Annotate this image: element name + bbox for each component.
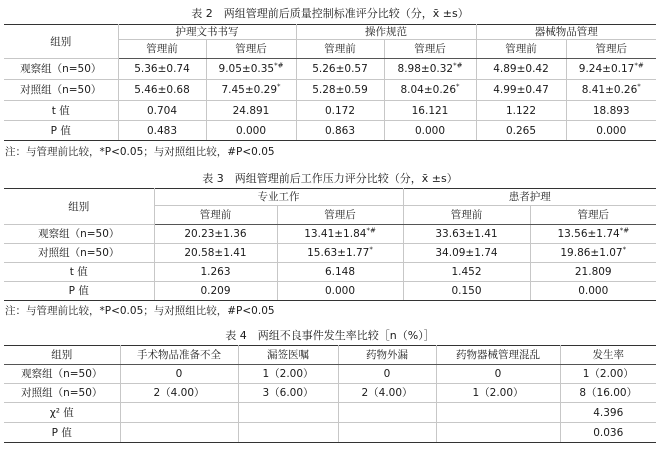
table3-note: 注：与管理前比较，*P<0.05；与对照组比较，#P<0.05 [5, 305, 275, 317]
table-row [4, 25, 656, 40]
cell: 0.150 [403, 282, 530, 301]
header-post: 管理后 [566, 40, 656, 59]
cell: 4.99±0.47 [476, 80, 566, 101]
header-professional-work: 专业工作 [154, 189, 403, 206]
cell: 5.26±0.57 [296, 59, 384, 80]
cell: 0 [436, 365, 560, 384]
row-label: 观察组（n=50） [4, 365, 120, 384]
cell: 0.265 [476, 121, 566, 141]
table-row [4, 80, 656, 101]
row-label: t 值 [4, 263, 154, 282]
cell: 24.891 [206, 101, 296, 121]
table-row [4, 263, 656, 282]
cell: 0 [120, 365, 238, 384]
table2 [4, 24, 656, 141]
header-pre: 管理前 [476, 40, 566, 59]
cell: 18.893 [566, 101, 656, 121]
cell [436, 403, 560, 423]
table4-caption: 表 4 两组不良事件发生率比较［n（%）］ [225, 329, 435, 342]
table-row [4, 365, 656, 384]
cell: 19.86±1.07* [530, 244, 656, 263]
header-pre: 管理前 [118, 40, 206, 59]
cell [120, 403, 238, 423]
cell: 8（16.00） [560, 384, 656, 403]
table2-caption: 表 2 两组管理前后质量控制标准评分比较（分，x̄ ±s） [191, 7, 469, 20]
cell: 0.172 [296, 101, 384, 121]
cell: 1.122 [476, 101, 566, 121]
row-label: 对照组（n=50） [4, 384, 120, 403]
cell: 16.121 [384, 101, 476, 121]
cell: 5.46±0.68 [118, 80, 206, 101]
row-label: 观察组（n=50） [4, 59, 118, 80]
cell: 15.63±1.77* [277, 244, 403, 263]
header-group: 组别 [4, 346, 120, 365]
row-label: χ² 值 [4, 403, 120, 423]
header-pre: 管理前 [154, 206, 277, 225]
cell: 3（6.00） [238, 384, 338, 403]
cell: 0.000 [277, 282, 403, 301]
cell: 2（4.00） [338, 384, 436, 403]
header-post: 管理后 [277, 206, 403, 225]
cell: 0.704 [118, 101, 206, 121]
cell [338, 423, 436, 443]
header-group: 组别 [4, 25, 118, 59]
table-row [4, 384, 656, 403]
header-post: 管理后 [206, 40, 296, 59]
table-row [4, 189, 656, 206]
cell [436, 423, 560, 443]
cell: 7.45±0.29* [206, 80, 296, 101]
cell: 1（2.00） [238, 365, 338, 384]
cell: 0.483 [118, 121, 206, 141]
cell: 0.000 [566, 121, 656, 141]
header-drug-leak: 药物外漏 [338, 346, 436, 365]
row-label: t 值 [4, 101, 118, 121]
cell [120, 423, 238, 443]
header-post: 管理后 [384, 40, 476, 59]
cell: 13.41±1.84*# [277, 225, 403, 244]
cell: 6.148 [277, 263, 403, 282]
table-row [4, 121, 656, 141]
cell: 9.05±0.35*# [206, 59, 296, 80]
header-pre: 管理前 [296, 40, 384, 59]
cell: 9.24±0.17*# [566, 59, 656, 80]
row-label: P 值 [4, 282, 154, 301]
header-nursing-docs: 护理文书书写 [118, 25, 296, 40]
cell: 0 [338, 365, 436, 384]
table3 [4, 188, 656, 301]
table-row [4, 225, 656, 244]
table3-caption: 表 3 两组管理前后工作压力评分比较（分，x̄ ±s） [202, 172, 458, 185]
table2-note: 注：与管理前比较，*P<0.05；与对照组比较，#P<0.05 [5, 146, 275, 158]
cell: 4.396 [560, 403, 656, 423]
cell: 20.23±1.36 [154, 225, 277, 244]
row-label: 对照组（n=50） [4, 80, 118, 101]
row-label: 对照组（n=50） [4, 244, 154, 263]
cell: 8.41±0.26* [566, 80, 656, 101]
table-row [4, 282, 656, 301]
header-instrument-management: 器械物品管理 [476, 25, 656, 40]
cell: 21.809 [530, 263, 656, 282]
cell: 0.000 [530, 282, 656, 301]
cell: 33.63±1.41 [403, 225, 530, 244]
cell: 34.09±1.74 [403, 244, 530, 263]
table-row [4, 403, 656, 423]
header-management-chaos: 药物器械管理混乱 [436, 346, 560, 365]
header-incidence: 发生率 [560, 346, 656, 365]
header-missed-orders: 漏签医嘱 [238, 346, 338, 365]
table-row [4, 101, 656, 121]
header-post: 管理后 [530, 206, 656, 225]
cell: 0.863 [296, 121, 384, 141]
cell: 1.263 [154, 263, 277, 282]
cell: 0.000 [384, 121, 476, 141]
header-group: 组别 [4, 189, 154, 225]
cell: 2（4.00） [120, 384, 238, 403]
cell: 1（2.00） [436, 384, 560, 403]
row-label: 观察组（n=50） [4, 225, 154, 244]
cell: 5.28±0.59 [296, 80, 384, 101]
table4 [4, 345, 656, 443]
cell [238, 423, 338, 443]
header-pre: 管理前 [403, 206, 530, 225]
row-label: P 值 [4, 423, 120, 443]
cell: 8.98±0.32*# [384, 59, 476, 80]
cell [338, 403, 436, 423]
cell: 0.000 [206, 121, 296, 141]
cell: 1（2.00） [560, 365, 656, 384]
cell: 5.36±0.74 [118, 59, 206, 80]
cell: 0.209 [154, 282, 277, 301]
cell [238, 403, 338, 423]
table-row [4, 244, 656, 263]
table-row [4, 59, 656, 80]
header-patient-care: 患者护理 [403, 189, 656, 206]
header-incomplete-prep: 手术物品准备不全 [120, 346, 238, 365]
table-row [4, 423, 656, 443]
cell: 13.56±1.74*# [530, 225, 656, 244]
cell: 0.036 [560, 423, 656, 443]
row-label: P 值 [4, 121, 118, 141]
cell: 1.452 [403, 263, 530, 282]
cell: 20.58±1.41 [154, 244, 277, 263]
table-row [4, 346, 656, 365]
header-operation-standard: 操作规范 [296, 25, 476, 40]
cell: 4.89±0.42 [476, 59, 566, 80]
cell: 8.04±0.26* [384, 80, 476, 101]
